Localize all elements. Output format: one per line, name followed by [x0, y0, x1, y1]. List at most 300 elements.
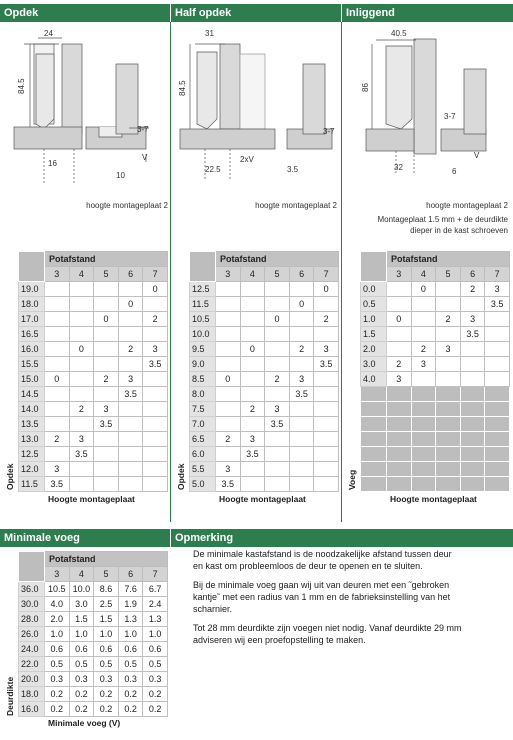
- table-cell: 2: [216, 432, 241, 447]
- table-cell: 3: [69, 432, 94, 447]
- table-cell: [436, 297, 461, 312]
- table-cell: [485, 387, 510, 402]
- table-cell: 3: [387, 372, 412, 387]
- table-row-label: 5.0: [190, 477, 216, 492]
- table-col-header: 7: [485, 267, 510, 282]
- table-row: [19, 672, 168, 687]
- table-cell: [460, 477, 485, 492]
- table-cell: [314, 327, 339, 342]
- table-cell: [69, 297, 94, 312]
- table-cell: [387, 402, 412, 417]
- table-hlabel: Minimale voeg (V): [48, 718, 121, 728]
- table-row-label: 36.0: [19, 582, 45, 597]
- table-row-label: 15.0: [19, 372, 45, 387]
- table-col-header: 5: [94, 567, 119, 582]
- table-cell: 3: [45, 462, 70, 477]
- table-row: [190, 357, 339, 372]
- table-col-header: 7: [143, 567, 168, 582]
- caption: Montageplaat 1.5 mm + de deurdikte: [377, 215, 508, 224]
- table-cell: [69, 387, 94, 402]
- table-cell: [314, 432, 339, 447]
- table-cell: [485, 402, 510, 417]
- table-row: [361, 417, 510, 432]
- table-cell: 3: [118, 372, 143, 387]
- table-cell: 1.5: [69, 612, 94, 627]
- table-cell: 3.5: [45, 477, 70, 492]
- dim-label: 3.5: [287, 165, 299, 174]
- table-cell: [289, 327, 314, 342]
- table-row: [19, 597, 168, 612]
- table-cell: 2: [265, 372, 290, 387]
- table-row-label: 14.0: [19, 402, 45, 417]
- table-cell: 3.5: [94, 417, 119, 432]
- table-cell: [69, 357, 94, 372]
- table-row-label: 11.5: [190, 297, 216, 312]
- dim-label: 32: [394, 163, 403, 172]
- table-cell: 3: [485, 282, 510, 297]
- opmerking-text: [193, 548, 463, 653]
- table-cell: [69, 417, 94, 432]
- table-cell: [411, 312, 436, 327]
- table-row: [190, 432, 339, 447]
- table-cell: [216, 387, 241, 402]
- table-cell: [69, 312, 94, 327]
- table-cell: 1.3: [118, 612, 143, 627]
- table-row: [361, 357, 510, 372]
- table-cell: [387, 462, 412, 477]
- table-corner: [19, 252, 45, 282]
- table-hlabel: Hoogte montageplaat: [390, 494, 477, 504]
- table-cell: [94, 447, 119, 462]
- section-header-opdek: [0, 4, 170, 22]
- table-cell: [485, 447, 510, 462]
- table-cell: [69, 282, 94, 297]
- table-cell: 3.5: [216, 477, 241, 492]
- table-row-label: 8.0: [190, 387, 216, 402]
- table-cell: [411, 432, 436, 447]
- table-cell: [216, 417, 241, 432]
- table-cell: [436, 477, 461, 492]
- table-cell: 0.6: [94, 642, 119, 657]
- table-row: [19, 282, 168, 297]
- table-cell: [289, 447, 314, 462]
- table-hlabel: Hoogte montageplaat: [48, 494, 135, 504]
- table-cell: [45, 447, 70, 462]
- table-cell: [118, 417, 143, 432]
- table-row-label: 0.0: [361, 282, 387, 297]
- table-cell: 3.5: [460, 327, 485, 342]
- table-cell: 3: [314, 342, 339, 357]
- table-cell: 2.5: [94, 597, 119, 612]
- table-cell: [485, 477, 510, 492]
- section-title: Half opdek: [175, 7, 232, 19]
- table-cell: [240, 477, 265, 492]
- table-cell: [94, 342, 119, 357]
- dim-label: 3-7: [444, 112, 456, 121]
- table-cell: 0.6: [118, 642, 143, 657]
- table-col-header: 3: [387, 267, 412, 282]
- table-cell: [411, 417, 436, 432]
- dim-label: 84.5: [178, 80, 187, 96]
- table-cell: [289, 432, 314, 447]
- table-cell: [289, 477, 314, 492]
- caption: hoogte montageplaat 2: [255, 201, 337, 210]
- table-cell: 2: [118, 342, 143, 357]
- table-cell: [240, 462, 265, 477]
- table-row: [19, 582, 168, 597]
- table-cell: 2.0: [45, 612, 70, 627]
- table-row-label: [361, 462, 387, 477]
- table-cell: [411, 297, 436, 312]
- table-cell: 3.0: [69, 597, 94, 612]
- table-cell: 2: [411, 342, 436, 357]
- table-cell: [411, 462, 436, 477]
- table-cell: [143, 477, 168, 492]
- table-cell: [118, 477, 143, 492]
- table-row-label: 24.0: [19, 642, 45, 657]
- table-cell: [485, 417, 510, 432]
- table-cell: 2: [387, 357, 412, 372]
- table-cell: 10.0: [69, 582, 94, 597]
- table-cell: 0.3: [69, 672, 94, 687]
- table-cell: [69, 462, 94, 477]
- table-cell: [411, 402, 436, 417]
- table-cell: [216, 402, 241, 417]
- diagram-inliggend: [346, 24, 510, 184]
- table-cell: 1.0: [94, 627, 119, 642]
- table-cell: [411, 327, 436, 342]
- table-row-label: 3.0: [361, 357, 387, 372]
- table-cell: [460, 387, 485, 402]
- table-cell: [485, 462, 510, 477]
- table-cell: [265, 327, 290, 342]
- table-cell: [485, 372, 510, 387]
- table-col-header: 5: [436, 267, 461, 282]
- table-row: [190, 387, 339, 402]
- table-cell: [94, 387, 119, 402]
- table-cell: [460, 447, 485, 462]
- table-cell: 0: [94, 312, 119, 327]
- table-cell: [143, 297, 168, 312]
- table-row: [19, 447, 168, 462]
- table-cell: [485, 357, 510, 372]
- dim-label: 31: [205, 29, 214, 38]
- table-cell: 1.0: [143, 627, 168, 642]
- table-cell: [143, 372, 168, 387]
- table-cell: 0.6: [45, 642, 70, 657]
- table-cell: [118, 282, 143, 297]
- table-cell: [460, 372, 485, 387]
- table-cell: [118, 327, 143, 342]
- table-cell: 0.2: [94, 702, 119, 717]
- table-cell: [45, 342, 70, 357]
- table-cell: [265, 282, 290, 297]
- table-cell: 2: [69, 402, 94, 417]
- table-row: [190, 342, 339, 357]
- dim-label: 10: [116, 171, 125, 180]
- table-cell: 0: [240, 342, 265, 357]
- table-row: [19, 327, 168, 342]
- table-cell: 0: [387, 312, 412, 327]
- table-cell: [387, 327, 412, 342]
- table-cell: [436, 402, 461, 417]
- table-row: [361, 447, 510, 462]
- table-cell: 0.2: [143, 687, 168, 702]
- table-row-label: 9.5: [190, 342, 216, 357]
- table-cell: 2: [314, 312, 339, 327]
- table-cell: 1.5: [94, 612, 119, 627]
- table-cell: [411, 447, 436, 462]
- table-row: [361, 462, 510, 477]
- table-cell: [411, 477, 436, 492]
- table-cell: 3: [143, 342, 168, 357]
- section-header-half-opdek: [171, 4, 341, 22]
- table-col-header: 3: [45, 567, 70, 582]
- table-header-potafstand: Potafstand: [45, 552, 168, 567]
- table-row: [361, 387, 510, 402]
- table-row-label: 19.0: [19, 282, 45, 297]
- table-cell: [45, 312, 70, 327]
- table-cell: [314, 462, 339, 477]
- table-cell: [118, 402, 143, 417]
- table-row-label: 8.5: [190, 372, 216, 387]
- table-cell: 0.3: [45, 672, 70, 687]
- table-cell: [436, 462, 461, 477]
- table-cell: 8.6: [94, 582, 119, 597]
- table-col-header: 4: [411, 267, 436, 282]
- table-row-label: 13.5: [19, 417, 45, 432]
- table-cell: [216, 297, 241, 312]
- table-cell: 0.2: [94, 687, 119, 702]
- table-row-label: 1.0: [361, 312, 387, 327]
- table-cell: [289, 282, 314, 297]
- table-row-label: 28.0: [19, 612, 45, 627]
- table-cell: [69, 477, 94, 492]
- table-row: [19, 342, 168, 357]
- table-col-header: 7: [143, 267, 168, 282]
- table-cell: 0.2: [69, 702, 94, 717]
- table-row-label: 18.0: [19, 687, 45, 702]
- table-row: [19, 642, 168, 657]
- table-cell: 2: [289, 342, 314, 357]
- table-cell: 0.2: [118, 702, 143, 717]
- table-row: [361, 432, 510, 447]
- table-opdek: [18, 251, 168, 492]
- table-cell: 3.5: [265, 417, 290, 432]
- table-row: [19, 432, 168, 447]
- table-cell: 0: [265, 312, 290, 327]
- table-cell: [45, 357, 70, 372]
- table-row: [19, 402, 168, 417]
- table-cell: [94, 282, 119, 297]
- table-cell: [314, 387, 339, 402]
- dim-label: 22.5: [205, 165, 221, 174]
- table-row-label: 16.0: [19, 702, 45, 717]
- table-row-label: [361, 417, 387, 432]
- table-cell: [460, 402, 485, 417]
- table-cell: 0.6: [143, 642, 168, 657]
- table-cell: [45, 327, 70, 342]
- table-row: [19, 357, 168, 372]
- table-cell: 3.5: [289, 387, 314, 402]
- table-cell: [45, 282, 70, 297]
- table-cell: [240, 417, 265, 432]
- table-row: [190, 477, 339, 492]
- table-cell: [289, 462, 314, 477]
- table-row-label: 12.5: [190, 282, 216, 297]
- table-row-label: 6.5: [190, 432, 216, 447]
- table-row: [361, 402, 510, 417]
- table-row-label: 2.0: [361, 342, 387, 357]
- table-cell: [94, 477, 119, 492]
- table-cell: [265, 477, 290, 492]
- table-cell: [94, 327, 119, 342]
- caption: hoogte montageplaat 2: [426, 201, 508, 210]
- table-col-header: 6: [289, 267, 314, 282]
- table-cell: 0: [216, 372, 241, 387]
- table-cell: [143, 417, 168, 432]
- table-cell: [216, 447, 241, 462]
- table-cell: [216, 312, 241, 327]
- separator: [341, 22, 342, 522]
- table-cell: [460, 342, 485, 357]
- table-cell: [45, 402, 70, 417]
- table-cell: 3.5: [314, 357, 339, 372]
- table-col-header: 4: [240, 267, 265, 282]
- table-row-label: 12.5: [19, 447, 45, 462]
- table-cell: [436, 432, 461, 447]
- table-cell: 0: [118, 297, 143, 312]
- table-col-header: 5: [265, 267, 290, 282]
- table-cell: [387, 477, 412, 492]
- table-cell: [436, 387, 461, 402]
- table-row: [190, 297, 339, 312]
- table-corner: [190, 252, 216, 282]
- table-row: [190, 312, 339, 327]
- table-row: [190, 447, 339, 462]
- table-row-label: [361, 387, 387, 402]
- table-cell: [216, 282, 241, 297]
- section-title: Minimale voeg: [4, 532, 80, 544]
- table-cell: [387, 342, 412, 357]
- table-cell: [265, 357, 290, 372]
- table-cell: 0: [411, 282, 436, 297]
- table-cell: [289, 357, 314, 372]
- table-cell: [436, 372, 461, 387]
- table-cell: [94, 432, 119, 447]
- table-row: [190, 462, 339, 477]
- table-cell: [240, 372, 265, 387]
- table-inliggend: [360, 251, 510, 492]
- table-row: [190, 282, 339, 297]
- table-header-potafstand: Potafstand: [45, 252, 168, 267]
- table-cell: 0.3: [94, 672, 119, 687]
- table-col-header: 4: [69, 567, 94, 582]
- table-row: [19, 462, 168, 477]
- table-cell: 3: [216, 462, 241, 477]
- table-cell: [289, 312, 314, 327]
- table-cell: [118, 357, 143, 372]
- table-col-header: 5: [94, 267, 119, 282]
- table-cell: 3.5: [485, 297, 510, 312]
- table-row-label: 26.0: [19, 627, 45, 642]
- table-cell: [240, 357, 265, 372]
- table-row-label: [361, 477, 387, 492]
- table-cell: 0: [69, 342, 94, 357]
- table-cell: 2: [45, 432, 70, 447]
- table-row-label: 20.0: [19, 672, 45, 687]
- table-cell: [436, 357, 461, 372]
- dim-label: 16: [48, 159, 57, 168]
- table-cell: [143, 462, 168, 477]
- table-row: [361, 297, 510, 312]
- table-row-label: 6.0: [190, 447, 216, 462]
- table-cell: 3: [265, 402, 290, 417]
- table-cell: 2: [240, 402, 265, 417]
- table-cell: [45, 387, 70, 402]
- dim-label: 3-7: [137, 125, 149, 134]
- table-row-label: 18.0: [19, 297, 45, 312]
- dim-label: 3-7: [323, 127, 335, 136]
- table-row-label: 14.5: [19, 387, 45, 402]
- table-row: [190, 417, 339, 432]
- table-cell: [485, 432, 510, 447]
- table-cell: 1.9: [118, 597, 143, 612]
- table-cell: [118, 462, 143, 477]
- table-row: [19, 477, 168, 492]
- table-row-label: [361, 447, 387, 462]
- table-cell: [118, 432, 143, 447]
- table-vlabel: Opdek: [176, 463, 186, 490]
- table-row: [19, 687, 168, 702]
- table-cell: [314, 417, 339, 432]
- table-row-label: 7.5: [190, 402, 216, 417]
- table-cell: [460, 297, 485, 312]
- table-row-label: 13.0: [19, 432, 45, 447]
- table-cell: 3: [460, 312, 485, 327]
- table-cell: [143, 327, 168, 342]
- table-cell: 2: [436, 312, 461, 327]
- table-row: [19, 297, 168, 312]
- table-cell: 0.5: [69, 657, 94, 672]
- table-header-potafstand: Potafstand: [387, 252, 510, 267]
- table-row: [361, 342, 510, 357]
- table-cell: [460, 462, 485, 477]
- table-cell: [289, 417, 314, 432]
- table-col-header: 6: [118, 567, 143, 582]
- table-minimale-voeg: [18, 551, 168, 717]
- dim-label: 86: [361, 83, 370, 92]
- table-cell: [387, 447, 412, 462]
- table-row: [19, 417, 168, 432]
- table-row: [361, 327, 510, 342]
- table-row-label: 7.0: [190, 417, 216, 432]
- note-paragraph: De minimale kastafstand is de noodzakelijke afstand tussen deur en kast om probleemloos de deur te openen en te sluiten.: [193, 549, 452, 571]
- diagram-opdek: [4, 24, 168, 184]
- table-cell: [265, 342, 290, 357]
- table-cell: [411, 372, 436, 387]
- table-cell: [460, 432, 485, 447]
- table-cell: 0.2: [69, 687, 94, 702]
- table-row: [190, 327, 339, 342]
- table-row: [19, 312, 168, 327]
- table-cell: 0.2: [118, 687, 143, 702]
- note-paragraph: Tot 28 mm deurdikte zijn voegen niet nodig. Vanaf deurdikte 29 mm adviseren wij een proefopstelling te maken.: [193, 623, 462, 645]
- table-cell: [265, 297, 290, 312]
- table-row: [19, 387, 168, 402]
- table-cell: 0: [314, 282, 339, 297]
- table-row-label: 15.5: [19, 357, 45, 372]
